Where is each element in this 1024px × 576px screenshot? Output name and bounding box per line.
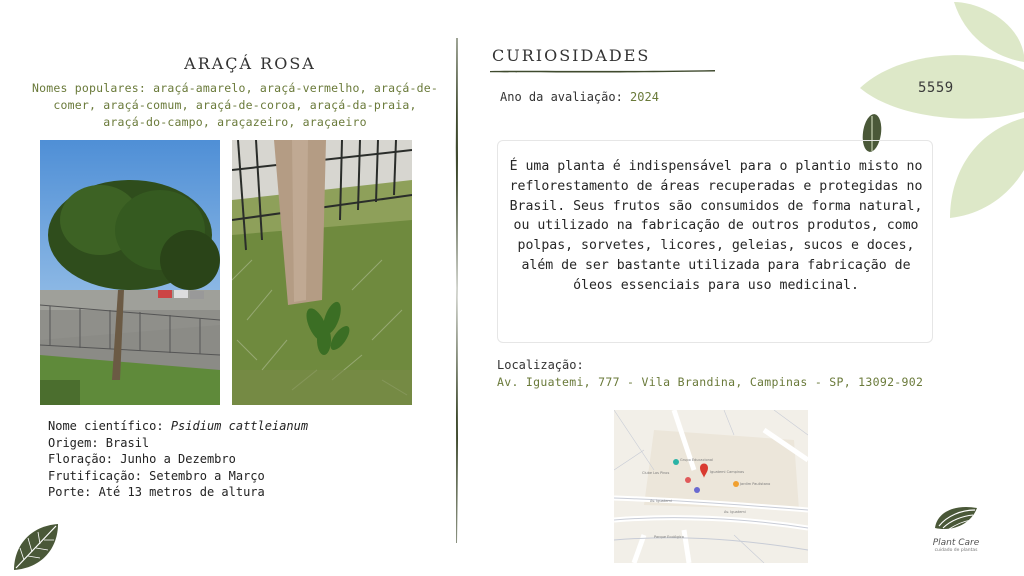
origin-line: Origem: Brasil — [48, 435, 150, 450]
curiosities-heading: CURIOSIDADES — [492, 46, 651, 65]
brand-logo — [916, 502, 996, 553]
size-line: Porte: Até 13 metros de altura — [48, 485, 265, 499]
flowering-line: Floração: Junho a Dezembro — [48, 452, 236, 466]
svg-text:Parque Ecológico: Parque Ecológico — [654, 535, 684, 539]
svg-text:Iguatemi Campinas: Iguatemi Campinas — [710, 470, 745, 474]
plant-code: 5559 — [918, 80, 954, 96]
popular-names: Nomes populares: araçá-amarelo, araçá-vermelho, araçá-de-comer, araçá-comum, araçá-de-coroa, araçá-da-praia, araçá-do-campo, araçazeiro, araçaeiro — [31, 81, 439, 129]
column-divider — [455, 38, 459, 543]
svg-text:Jardim Paulistano: Jardim Paulistano — [740, 482, 771, 486]
brand-name: Plant Care — [932, 538, 980, 548]
svg-text:Av. Iguatemi: Av. Iguatemi — [650, 499, 672, 503]
evaluation-year — [500, 90, 659, 104]
plant-info — [48, 418, 308, 501]
location-label: Localização: — [497, 358, 584, 372]
scientific-name-line — [48, 418, 308, 435]
plant-photo-trunk — [232, 140, 412, 405]
fruiting-line: Frutificação: Setembro a Março — [48, 468, 265, 483]
evaluation-year-label: Ano da avaliação: — [500, 90, 631, 104]
scientific-name-label: Nome científico: — [48, 419, 171, 433]
location-map[interactable] — [614, 410, 808, 563]
scientific-name-value: Psidium cattleianum — [170, 419, 309, 433]
svg-text:Av. Iguatemi: Av. Iguatemi — [724, 510, 746, 514]
brand-tagline: cuidado de plantas — [934, 548, 978, 553]
heading-underline — [490, 68, 715, 74]
svg-text:Clube Los Pinos: Clube Los Pinos — [642, 471, 670, 475]
curiosities-card — [497, 140, 933, 343]
leaf-decoration-bottom-left — [10, 520, 62, 572]
evaluation-year-value: 2024 — [630, 90, 659, 104]
plant-title: ARAÇÁ ROSA — [184, 54, 316, 73]
svg-text:Grupo Educacional: Grupo Educacional — [680, 458, 713, 462]
brand-leaf-icon — [931, 502, 981, 532]
curiosities-text: É uma planta é indispensável para o plantio misto no reflorestamento de áreas recuperadas e protegidas no Brasil. Seus frutos são consumidos de forma natural, ou utilizado na fabricação de outros produtos, como polpas, sorvetes, licores, geleias, sucos e doces, além de ser bastante utilizada para fabricação de óleos essenciais para uso medicinal. — [509, 159, 923, 293]
location-address: Av. Iguatemi, 777 - Vila Brandina, Campinas - SP, 13092-902 — [497, 375, 924, 389]
plant-photo-tree — [40, 140, 220, 405]
